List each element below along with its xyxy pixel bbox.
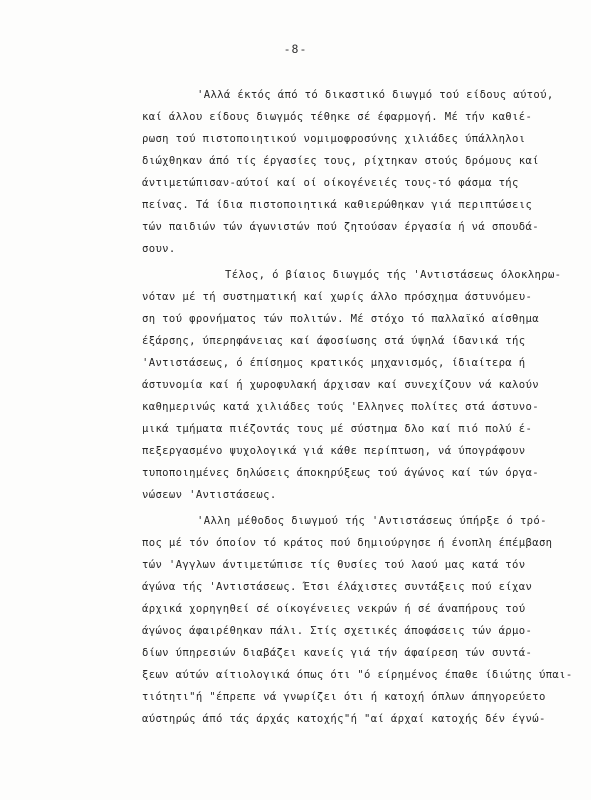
text-line: άγώνα τής 'Αντιστάσεως. Έτσι έλάχιστες συντάξεις πού είχαν <box>142 581 533 593</box>
text-line: άγώνος άφαιρέθηκαν πάλι. Στίς σχετικές άποφάσεις τών άρμο- <box>142 625 533 637</box>
text-line: καθημερινώς κατά χιλιάδες τούς 'Ελληνες πολίτες στά άστυνο- <box>142 401 539 413</box>
text-line: αύστηρώς άπό τάς άρχάς κατοχής"ή "αί άρχαί κατοχής δέν έγνώ- <box>142 713 546 725</box>
text-line: τιότητι"ή "έπρεπε νά γνωρίζει ότι ή κατοχή όπλων άπηγορεύετο <box>142 691 546 703</box>
text-line: πείνας. Τά ίδια πιστοποιητικά καθιερώθηκαν γιά περιπτώσεις <box>142 199 533 211</box>
text-line: τών παιδιών τών άγωνιστών πού ζητούσαν έργασία ή νά σπουδά- <box>142 221 539 233</box>
text-line: μικά τμήματα πιέζοντάς τους μέ σύστημα δλο καί πιό πολύ έ- <box>142 423 533 435</box>
text-line: τών 'Αγγλων άντιμετώπισε τίς θυσίες τού λαού μας κατά τόν <box>142 559 526 571</box>
text-line: Τέλος, ό βίαιος διωγμός τής 'Αντιστάσεως όλοκληρω- <box>225 269 562 281</box>
text-line: 'Αλλά έκτός άπό τό δικαστικό διωγμό τού είδους αύτού, <box>197 89 554 101</box>
text-line: πος μέ τόν όποίον τό κράτος πού δημιούργησε ή ένοπλη έπέμβαση <box>142 537 553 549</box>
text-line: νώσεων 'Αντιστάσεως. <box>142 489 277 501</box>
text-line: τυποποιημένες δηλώσεις άποκηρύξεως τού άγώνος καί τών όργα- <box>142 467 539 479</box>
text-line: 'Αλλη μέθοδος διωγμού τής 'Αντιστάσεως ύπήρξε ό τρό- <box>197 515 547 527</box>
text-line: ρωση τού πιστοποιητικού νομιμοφροσύνης χιλιάδες ύπάλληλοι <box>142 133 526 145</box>
text-line: 'Αντιστάσεως, ό έπίσημος κρατικός μηχανισμός, ίδιαίτερα ή <box>142 357 526 369</box>
text-line: πεξεργασμένο ψυχολογικά γιά κάθε περίπτωση, νά ύπογράφουν <box>142 445 526 457</box>
text-line: ση τού φρονήματος τών πολιτών. Μέ στόχο τό παλλαϊκό αίσθημα <box>142 313 539 325</box>
text-line: έξάρσης, ύπερηφάνειας καί άφοσίωσης στά ύψηλά ίδανικά τής <box>142 335 526 347</box>
text-line: διώχθηκαν άπό τίς έργασίες τους, ρίχτηκαν στούς δρόμους καί <box>142 155 539 167</box>
text-line: άστυνομία καί ή χωροφυλακή άρχισαν καί συνεχίζουν νά καλούν <box>142 379 539 391</box>
text-line: άντιμετώπισαν-αύτοί καί οί οίκογένειές τους-τό φάσμα τής <box>142 177 519 189</box>
text-line: καί άλλου είδους διωγμός τέθηκε σέ έφαρμογή. Μέ τήν καθιέ- <box>142 111 533 123</box>
text-line: σουν. <box>142 243 176 255</box>
text-line: δίων ύπηρεσιών διαβάζει κανείς γιά τήν άφαίρεση τών συντά- <box>142 647 533 659</box>
text-line: άρχικά χορηγηθεί σέ οίκογένειες νεκρών ή σέ άναπήρους τού <box>142 603 526 615</box>
text-line: ξεων αύτών αίτιολογικά όπως ότι "ό είρημένος έπαθε ίδιώτης ύπαι- <box>142 669 573 681</box>
page-number: -8- <box>283 42 308 56</box>
text-line: νόταν μέ τή συστηματική καί χωρίς άλλο πρόσχημα άστυνόμευ- <box>142 291 533 303</box>
